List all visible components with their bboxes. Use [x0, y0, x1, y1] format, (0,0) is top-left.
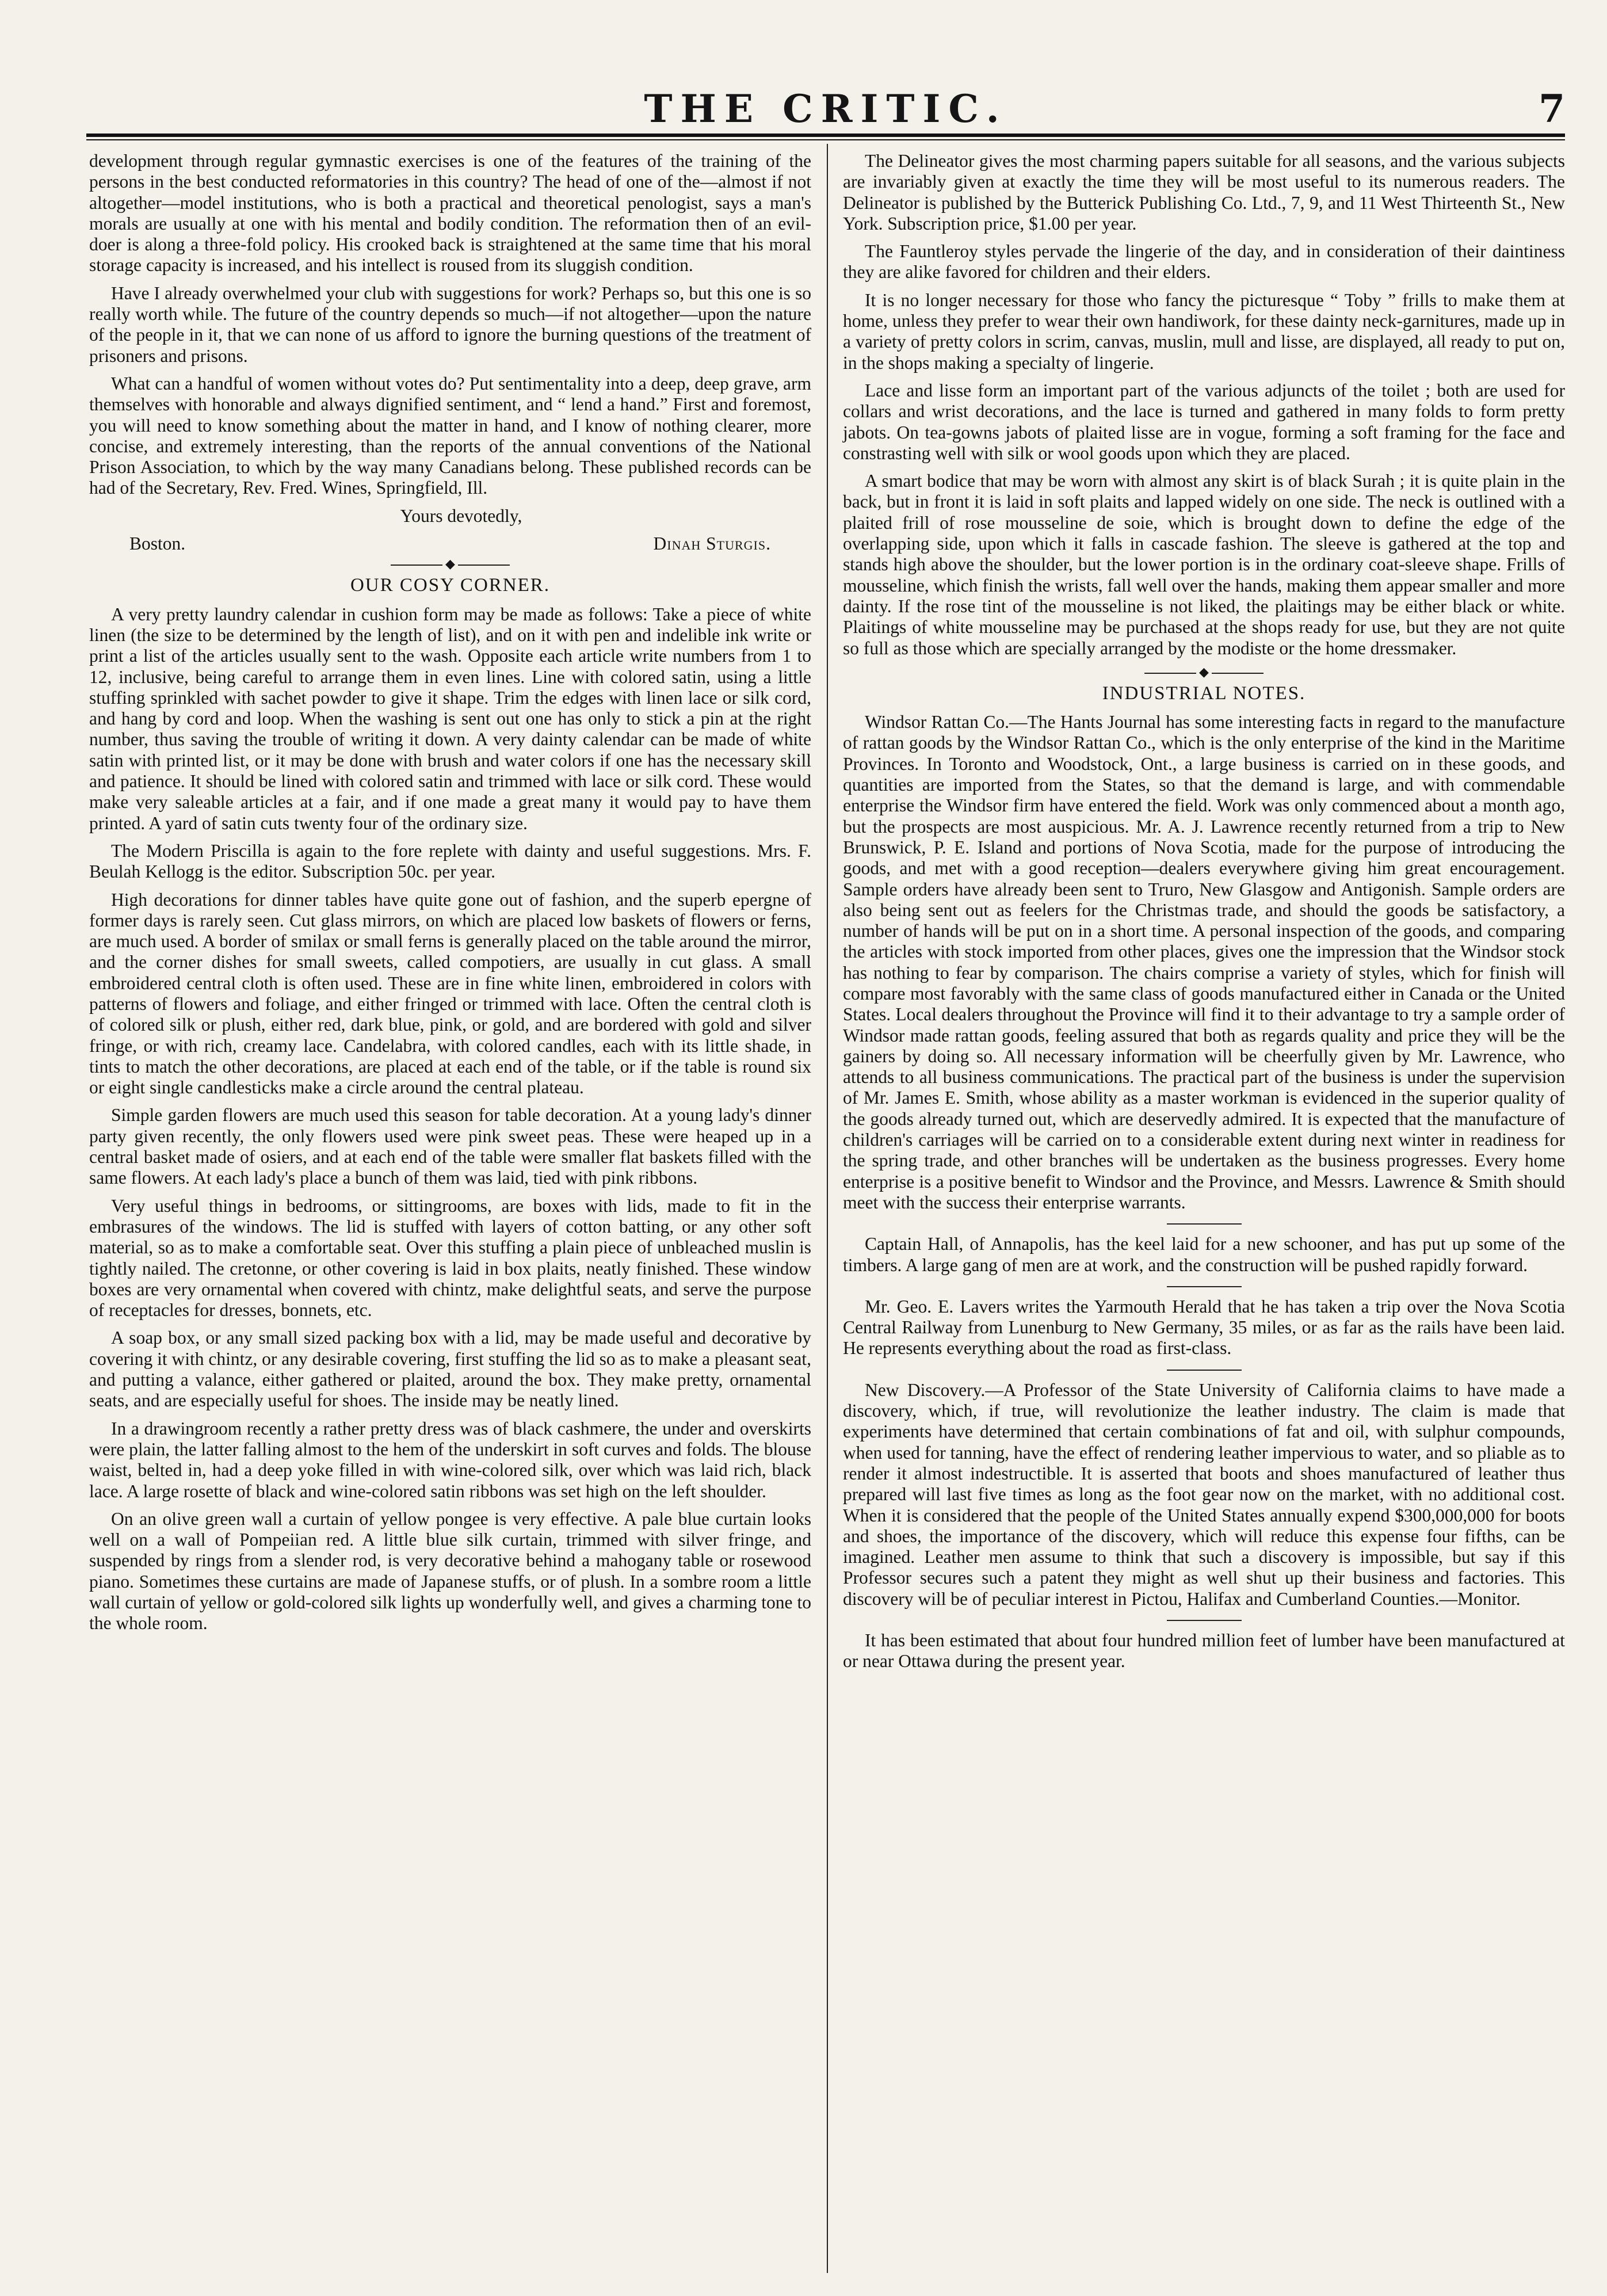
masthead [86, 86, 1565, 138]
industrial-notes-heading: INDUSTRIAL NOTES. [1102, 682, 1306, 704]
item-separator [1167, 1370, 1242, 1371]
left-column [89, 151, 811, 1641]
letter-signature-row [89, 533, 811, 554]
masthead-rule [86, 134, 1565, 137]
cosy-paragraph: A soap box, or any small sized packing box with a lid, may be made useful and decorative by covering it with chintz, or any desirable covering, first stuffing the lid so as to make a pleasant seat, and putting a valance, either gathered or plaited, around the box. They make pretty, ornamental seats, and are especially useful for shoes. The inside may be neatly lined. [89, 1328, 811, 1411]
cosy-paragraph: On an olive green wall a curtain of yellow pongee is very effective. A pale blue curtain looks well on a wall of Pompeiian red. A little blue silk curtain, trimmed with silver fringe, and suspended by rings from a slender rod, is very decorative behind a mahogany table or rosewood piano. Sometimes these curtains are made of Japanese stuffs, or of plush. In a sombre room a little wall curtain of yellow or gold-colored silk lights up wonderfully well, and gives a charming tone to the whole room. [89, 1508, 811, 1634]
industrial-paragraph: New Discovery.—A Professor of the State University of California claims to have made a discovery, which, if true, will revolutionize the leather industry. The claim is made that experiments have determined that certain combinations of fat and oil, with sulphur compounds, when used for tanning, have the effect of rendering leather impervious to water, and so pliable as to render it almost indestructible. It is asserted that boots and shoes manufactured of leather thus prepared will last five times as long as the foot gear now on the market, with no additional cost. When it is considered that the people of the United States annually expend $300,000,000 for boots and shoes, the importance of the discovery, which will reduce this expense four fifths, can be imagined. Leather men assume to think that such a discovery is impossible, but say if this Professor secures such a patent they might as well shut up their business and factories. This discovery will be of peculiar interest in Pictou, Halifax and Cumberland Counties.—Monitor. [843, 1379, 1565, 1609]
fashion-paragraph: A smart bodice that may be worn with almost any skirt is of black Surah ; it is quite plain in the back, but in front it is laid in soft plaits and lapped widely on one side. The neck is outlined with a plaited frill of rose mousseline de soie, which is brought down to define the edge of the overlapping side, upon which it falls in cascade fashion. The sleeve is gathered at the top and stands high above the shoulder, but the lower portion is in the ordinary coat-sleeve shape. Frills of mousseline, which finish the wrists, fall well over the hands, making them appear smaller and more dainty. If the rose tint of the mousseline is not liked, the plaitings may be either black or white. Plaitings of white mousseline may be purchased at the shops ready for use, but they are not quite so full as those which are specially arranged by the modiste or the home dressmaker. [843, 471, 1565, 658]
letter-place: Boston. [129, 533, 186, 554]
industrial-paragraph: It has been estimated that about four hundred million feet of lumber have been manufactured at or near Ottawa during the present year. [843, 1630, 1565, 1672]
page-number: 7 [1539, 86, 1565, 131]
industrial-paragraph: Mr. Geo. E. Lavers writes the Yarmouth Herald that he has taken a trip over the Nova Scotia Central Railway from Lunenburg to New Germany, 35 miles, or as far as the rails have been laid. He represents everything about the road as first-class. [843, 1296, 1565, 1359]
letter-closing: Yours devotedly, [400, 505, 522, 526]
cosy-paragraph: A very pretty laundry calendar in cushion form may be made as follows: Take a piece of white linen (the size to be determined by the length of list), and on it with pen and indelible ink write or print a list of the articles usually sent to the wash. Opposite each article write numbers from 1 to 12, inclusive, being careful to arrange them in even lines. Line with colored satin, using a little stuffing sprinkled with sachet powder to give it shape. Trim the edges with linen lace or silk cord, and hang by cord and loop. When the washing is sent out one has only to stick a pin at the right number, thus saving the trouble of writing it down. A very dainty calendar can be made of white satin with printed list, or it may be done with brush and water colors if one has the necessary skill and patience. It should be lined with colored satin and trimmed with lace or silk cord. These would make very saleable articles at a fair, and if one made a great many it would pay to have them printed. A yard of satin cuts twenty four of the ordinary size. [89, 604, 811, 833]
item-separator [1167, 1286, 1242, 1287]
right-column [843, 151, 1565, 1679]
section-ornament: ◆ [843, 666, 1565, 678]
column-divider [827, 144, 828, 2273]
cosy-corner-heading: OUR COSY CORNER. [350, 575, 551, 596]
masthead-title: THE CRITIC. [644, 86, 1007, 131]
cosy-paragraph: High decorations for dinner tables have quite gone out of fashion, and the superb epergne of former days is rarely seen. Cut glass mirrors, on which are placed low baskets of flowers or ferns, are much used. A border of smilax or small ferns is generally placed on the table around the mirror, and the corner dishes for small sweets, called compotiers, are usually in cut glass. A small embroidered central cloth is often used. These are in fine white linen, embroidered in colors with patterns of flowers and foliage, and either fringed or trimmed with lace. Often the central cloth is of colored silk or plush, either red, dark blue, pink, or gold, and are bordered with gold and silver fringe, or with rich, creamy lace. Candelabra, with colored candles, each with its little shade, in tints to match the other decorations, are placed at each end of the table, or if the table is round six or eight single candlesticks make a circle around the central plateau. [89, 889, 811, 1098]
letter-paragraph: Have I already overwhelmed your club with suggestions for work? Perhaps so, but this one is so really worth while. The future of the country depends so much—if not altogether—upon the nature of the people in it, that we can none of us afford to ignore the burning questions of the treatment of prisoners and prisons. [89, 283, 811, 366]
fashion-paragraph: The Fauntleroy styles pervade the lingerie of the day, and in consideration of their daintiness they are alike favored for children and their elders. [843, 241, 1565, 283]
cosy-paragraph: In a drawingroom recently a rather pretty dress was of black cashmere, the under and overskirts were plain, the latter falling almost to the hem of the underskirt in soft curves and folds. The blouse waist, belted in, had a deep yoke filled in with wine-colored silk, over which was laid rich, black lace. A large rosette of black and wine-colored satin ribbons was set high on the left shoulder. [89, 1418, 811, 1501]
section-ornament: ◆ [89, 558, 811, 570]
fashion-paragraph: It is no longer necessary for those who fancy the picturesque “ Toby ” frills to make them at home, unless they prefer to wear their own handiwork, for these dainty neck-garnitures, made up in a variety of pretty colors in scrim, canvas, muslin, mull and lisse, are displayed, all ready to put on, in the shops making a specialty of lingerie. [843, 289, 1565, 373]
letter-paragraph: What can a handful of women without votes do? Put sentimentality into a deep, deep grave, arm themselves with honorable and always dignified sentiment, and “ lend a hand.” First and foremost, you will need to know something about the matter in hand, and I know of nothing clearer, more concise, and extremely interesting, than the reports of the annual conventions of the National Prison Association, to which by the way many Canadians belong. These published records can be had of the Secretary, Rev. Fred. Wines, Springfield, Ill. [89, 373, 811, 498]
fashion-paragraph: Lace and lisse form an important part of the various adjuncts of the toilet ; both are used for collars and wrist decorations, and the lace is turned and gathered in many folds to form pretty jabots. On tea-gowns jabots of plaited lisse are in vogue, forming a soft framing for the face and constrasting well with silk or wool goods upon which they are placed. [843, 380, 1565, 463]
industrial-paragraph: Windsor Rattan Co.—The Hants Journal has some interesting facts in regard to the manufacture of rattan goods by the Windsor Rattan Co., which is the only enterprise of the kind in the Maritime Provinces. In Toronto and Woodstock, Ont., a large business is carried on in these goods, and quantities are imported from the States, so that the demand is large, and with commendable enterprise the Windsor firm have entered the field. Work was only commenced about a month ago, but the prospects are most auspicious. Mr. A. J. Lawrence recently returned from a trip to New Brunswick, P. E. Island and portions of Nova Scotia, made for the purpose of introducing the goods, and met with a good reception—dealers everywhere giving him great encouragement. Sample orders have already been sent to Truro, New Glasgow and Antigonish. Sample orders are also being sent out as feelers for the Christmas trade, and should the goods be satisfactory, a number of hands will be put on in a short time. A personal inspection of the goods, and comparing the articles with stock imported from other places, gives one the impression that the Windsor stock has nothing to fear by comparison. The chairs comprise a variety of styles, which for finish will compare most favorably with the same class of goods manufactured either in Canada or the United States. Local dealers throughout the Province will find it to their advantage to try a sample order of Windsor made rattan goods, feeling assured that both as regards quality and price they will be the gainers by doing so. All necessary information will be cheerfully given by Mr. Lawrence, who attends to all business communications. The practical part of the business is under the supervision of Mr. James E. Smith, whose ability as a master workman is evidenced in the superior quality of the goods already turned out, which are deservedly admired. It is expected that the manufacture of children's carriages will be carried on to a considerable extent during next winter in readiness for the spring trade, and other branches will be undertaken as the business progresses. Every home enterprise is a positive benefit to Windsor and the Province, and Messrs. Lawrence & Smith should meet with the success their enterprise warrants. [843, 712, 1565, 1212]
cosy-paragraph: Very useful things in bedrooms, or sittingrooms, are boxes with lids, made to fit in the embrasures of the windows. The lid is stuffed with layers of cotton batting, or any other soft material, so as to make a comfortable seat. Over this stuffing a plain piece of unbleached muslin is tightly nailed. The cretonne, or other covering is laid in box plaits, neatly finished. These window boxes are very ornamental when covered with chintz, make delightful seats, and serve the purpose of receptacles for dresses, bonnets, etc. [89, 1195, 811, 1321]
masthead-rule-thin [86, 139, 1565, 140]
fashion-paragraph: The Delineator gives the most charming papers suitable for all seasons, and the various subjects are invariably given at exactly the time they will be most useful to its numerous readers. The Delineator is published by the Butterick Publishing Co. Ltd., 7, 9, and 11 West Thirteenth St., New York. Subscription price, $1.00 per year. [843, 151, 1565, 234]
item-separator [1167, 1223, 1242, 1225]
cosy-paragraph: Simple garden flowers are much used this season for table decoration. At a young lady's dinner party given recently, the only flowers used were pink sweet peas. These were heaped up in a central basket made of osiers, and at each end of the table were smaller flat baskets filled with the same flowers. At each lady's place a bunch of them was laid, tied with pink ribbons. [89, 1105, 811, 1188]
letter-signature: Dinah Sturgis. [653, 533, 771, 554]
letter-paragraph: development through regular gymnastic exercises is one of the features of the training of the persons in the best conducted reformatories in this country? The head of one of the—almost if not altogether—model institutions, who is both a practical and theoretical penologist, says a man's morals are usually at one with his mental and bodily condition. The reformation then of an evil-doer is along a three-fold policy. His crooked back is straightened at the same time that his moral storage capacity is increased, and his intellect is roused from its sluggish condition. [89, 151, 811, 276]
cosy-paragraph: The Modern Priscilla is again to the fore replete with dainty and useful suggestions. Mrs. F. Beulah Kellogg is the editor. Subscription 50c. per year. [89, 840, 811, 882]
item-separator [1167, 1620, 1242, 1621]
industrial-paragraph: Captain Hall, of Annapolis, has the keel laid for a new schooner, and has put up some of the timbers. A large gang of men are at work, and the construction will be pushed rapidly forward. [843, 1234, 1565, 1275]
